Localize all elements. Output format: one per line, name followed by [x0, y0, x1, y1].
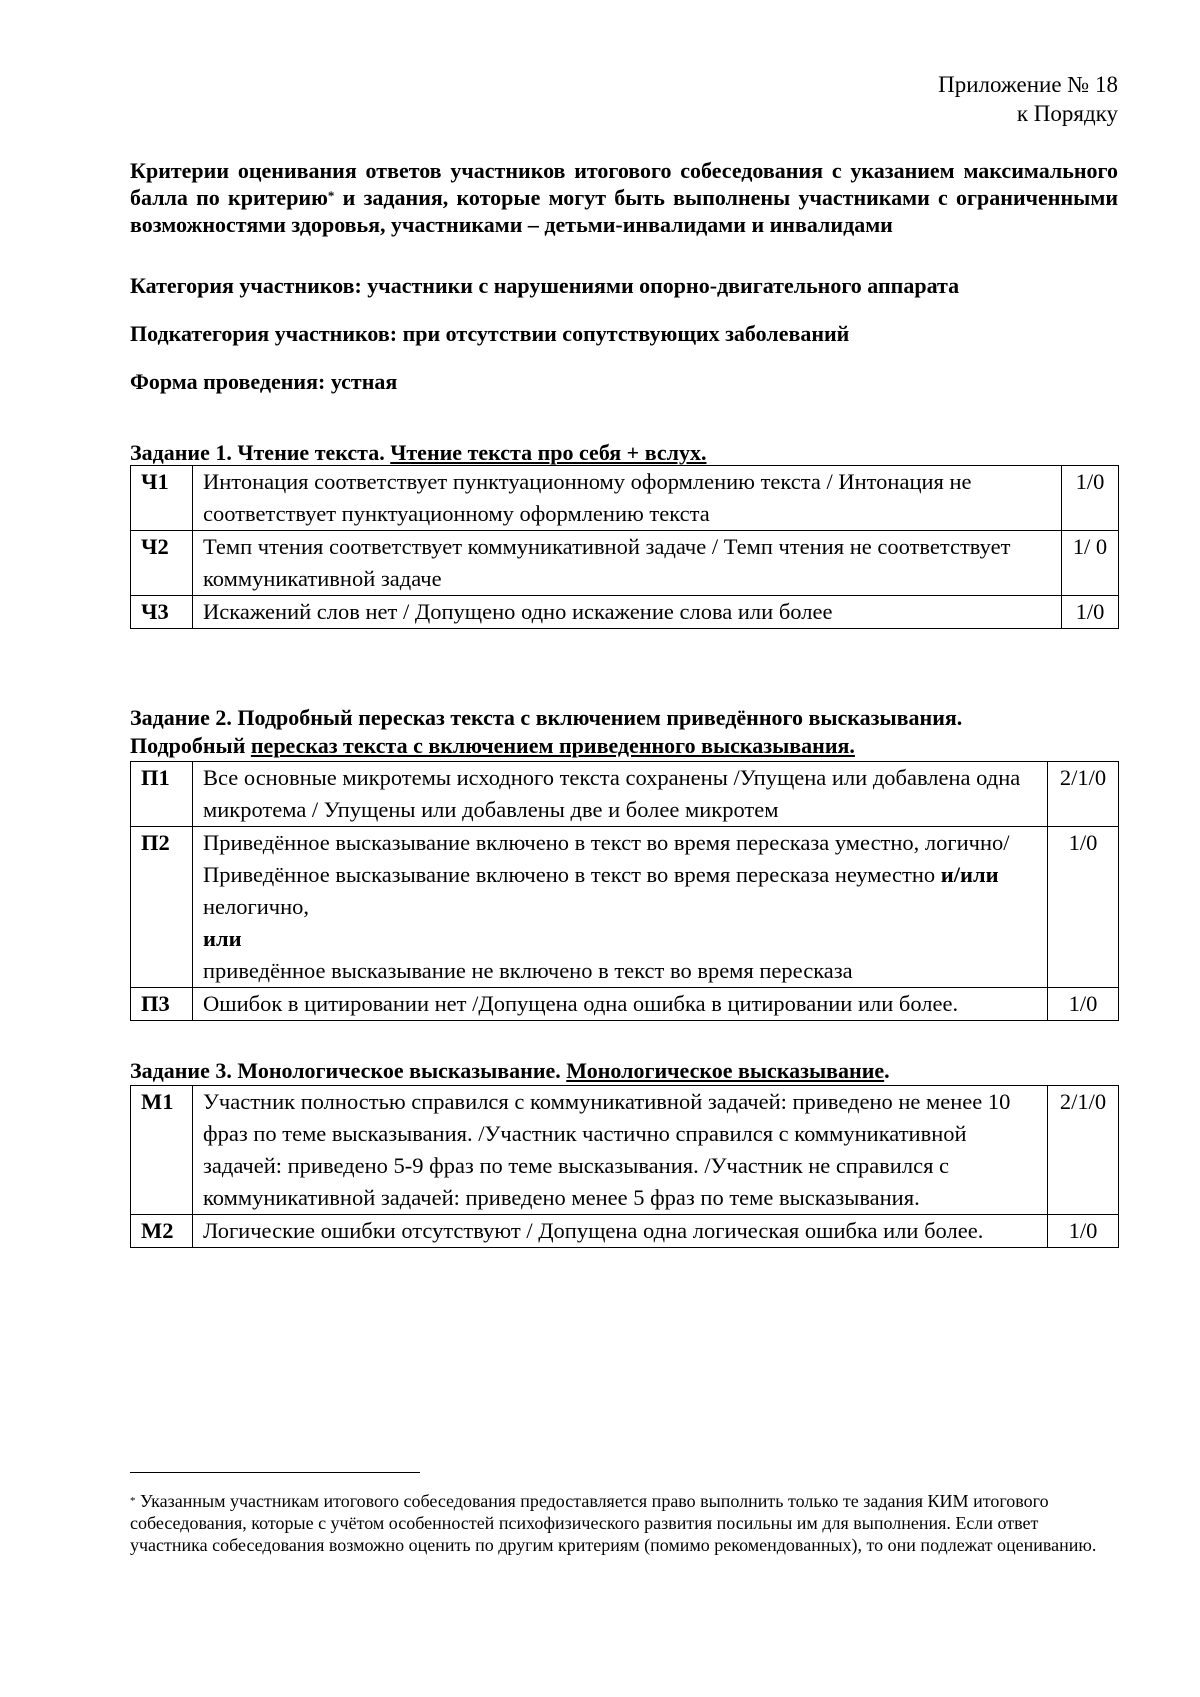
- task-1-heading-underlined: Чтение текста про себя + вслух.: [390, 440, 707, 465]
- criterion-text-or: или: [203, 926, 242, 951]
- criterion-code: Ч1: [131, 466, 193, 531]
- criterion-score: 1/0: [1062, 596, 1119, 629]
- appendix-number: Приложение № 18: [938, 72, 1118, 97]
- table-row: [131, 466, 1119, 531]
- participant-subcategory: Подкатегория участников: при отсутствии сопутствующих заболеваний: [130, 321, 850, 346]
- task-2-heading-main: Подробный: [130, 733, 251, 758]
- criterion-code: П3: [131, 988, 193, 1021]
- criterion-score: 1/0: [1048, 827, 1119, 988]
- task-2-criteria-table: [130, 761, 1119, 1021]
- exam-form: Форма проведения: устная: [130, 369, 398, 394]
- criterion-text-bold: и/или: [940, 862, 999, 887]
- criterion-score: 2/1/0: [1048, 1086, 1119, 1215]
- criterion-score: 1/ 0: [1062, 531, 1119, 596]
- footnote: [130, 1490, 1110, 1556]
- task-2-heading-line2: [130, 732, 1118, 760]
- task-3-heading-main: Задание 3. Монологическое высказывание.: [130, 1058, 567, 1083]
- criterion-score: 1/0: [1048, 988, 1119, 1021]
- footnote-separator: [130, 1472, 420, 1473]
- task-1-heading-main: Задание 1. Чтение текста.: [130, 440, 391, 465]
- appendix-reference: к Порядку: [1016, 101, 1118, 126]
- table-row: [131, 531, 1119, 596]
- criterion-description: Интонация соответствует пунктуационному оформлению текста / Интонация не соответствует пунктуационному оформлению текста: [193, 466, 1062, 531]
- task-3-heading-underlined: Монологическое высказывание: [566, 1058, 885, 1083]
- table-row: [131, 596, 1119, 629]
- criterion-description: Логические ошибки отсутствуют / Допущена одна логическая ошибка или более.: [193, 1215, 1048, 1248]
- title-text: Критерии оценивания ответов участников итогового собеседования с указанием максимального балла по критерию: [130, 158, 1118, 210]
- participant-category: Категория участников: участники с нарушениями опорно-двигательного аппарата: [130, 273, 960, 298]
- criterion-code: Ч3: [131, 596, 193, 629]
- criterion-score: 1/0: [1062, 466, 1119, 531]
- appendix-label: [938, 70, 1118, 128]
- table-row: [131, 1086, 1119, 1215]
- criterion-description: [193, 827, 1048, 988]
- task-1-heading: [130, 439, 1118, 467]
- criterion-description: Ошибок в цитировании нет /Допущена одна ошибка в цитировании или более.: [193, 988, 1048, 1021]
- table-row: [131, 988, 1119, 1021]
- footnote-mark: *: [130, 1495, 136, 1507]
- task-3-criteria-table: [130, 1085, 1119, 1248]
- criterion-code: П2: [131, 827, 193, 988]
- criterion-text: приведённое высказывание не включено в текст во время пересказа: [203, 958, 853, 983]
- criterion-description: Искажений слов нет / Допущено одно искажение слова или более: [193, 596, 1062, 629]
- task-3-heading-tail: .: [884, 1058, 890, 1083]
- task-2-heading: [130, 704, 1118, 760]
- task-3-heading: [130, 1057, 1118, 1085]
- criterion-code: М2: [131, 1215, 193, 1248]
- table-row: [131, 1215, 1119, 1248]
- criterion-score: 2/1/0: [1048, 762, 1119, 827]
- document-title: [130, 157, 1118, 238]
- criterion-description: Участник полностью справился с коммуникативной задачей: приведено не менее 10 фраз по теме высказывания. /Участник частично справился с коммуникативной задачей: приведено 5-9 фраз по теме высказывания. /Участник не справился с коммуникативной задачей: приведено менее 5 фраз по теме высказывания.: [193, 1086, 1048, 1215]
- table-row: [131, 827, 1119, 988]
- title-text-continued: и задания, которые могут быть выполнены участниками с ограниченными возможностями здоровья, участниками – детьми-инвалидами и инвалидами: [130, 185, 1118, 237]
- table-row: [131, 762, 1119, 827]
- task-1-criteria-table: [130, 465, 1119, 629]
- task-2-heading-underlined: пересказ текста с включением приведенного высказывания.: [250, 733, 855, 758]
- criterion-code: М1: [131, 1086, 193, 1215]
- footnote-text: Указанным участникам итогового собеседования предоставляется право выполнить только те задания КИМ итогового собеседования, которые с учётом особенностей психофизического развития посильны им для выполнения. Если ответ участника собеседования возможно оценить по другим критериям (помимо рекомендованных), то они подлежат оцениванию.: [130, 1491, 1097, 1555]
- criterion-score: 1/0: [1048, 1215, 1119, 1248]
- title-footnote-mark: *: [327, 188, 335, 203]
- criterion-text: Приведённое высказывание включено в текст во время пересказа уместно, логично/ Приведённое высказывание включено в текст во время пересказа неуместно: [203, 830, 1010, 887]
- task-2-heading-line1: Задание 2. Подробный пересказ текста с включением приведённого высказывания.: [130, 705, 963, 730]
- criterion-code: П1: [131, 762, 193, 827]
- criterion-text: нелогично,: [203, 894, 310, 919]
- criterion-code: Ч2: [131, 531, 193, 596]
- criterion-description: Темп чтения соответствует коммуникативной задаче / Темп чтения не соответствует коммуникативной задаче: [193, 531, 1062, 596]
- criterion-description: Все основные микротемы исходного текста сохранены /Упущена или добавлена одна микротема / Упущены или добавлены две и более микротем: [193, 762, 1048, 827]
